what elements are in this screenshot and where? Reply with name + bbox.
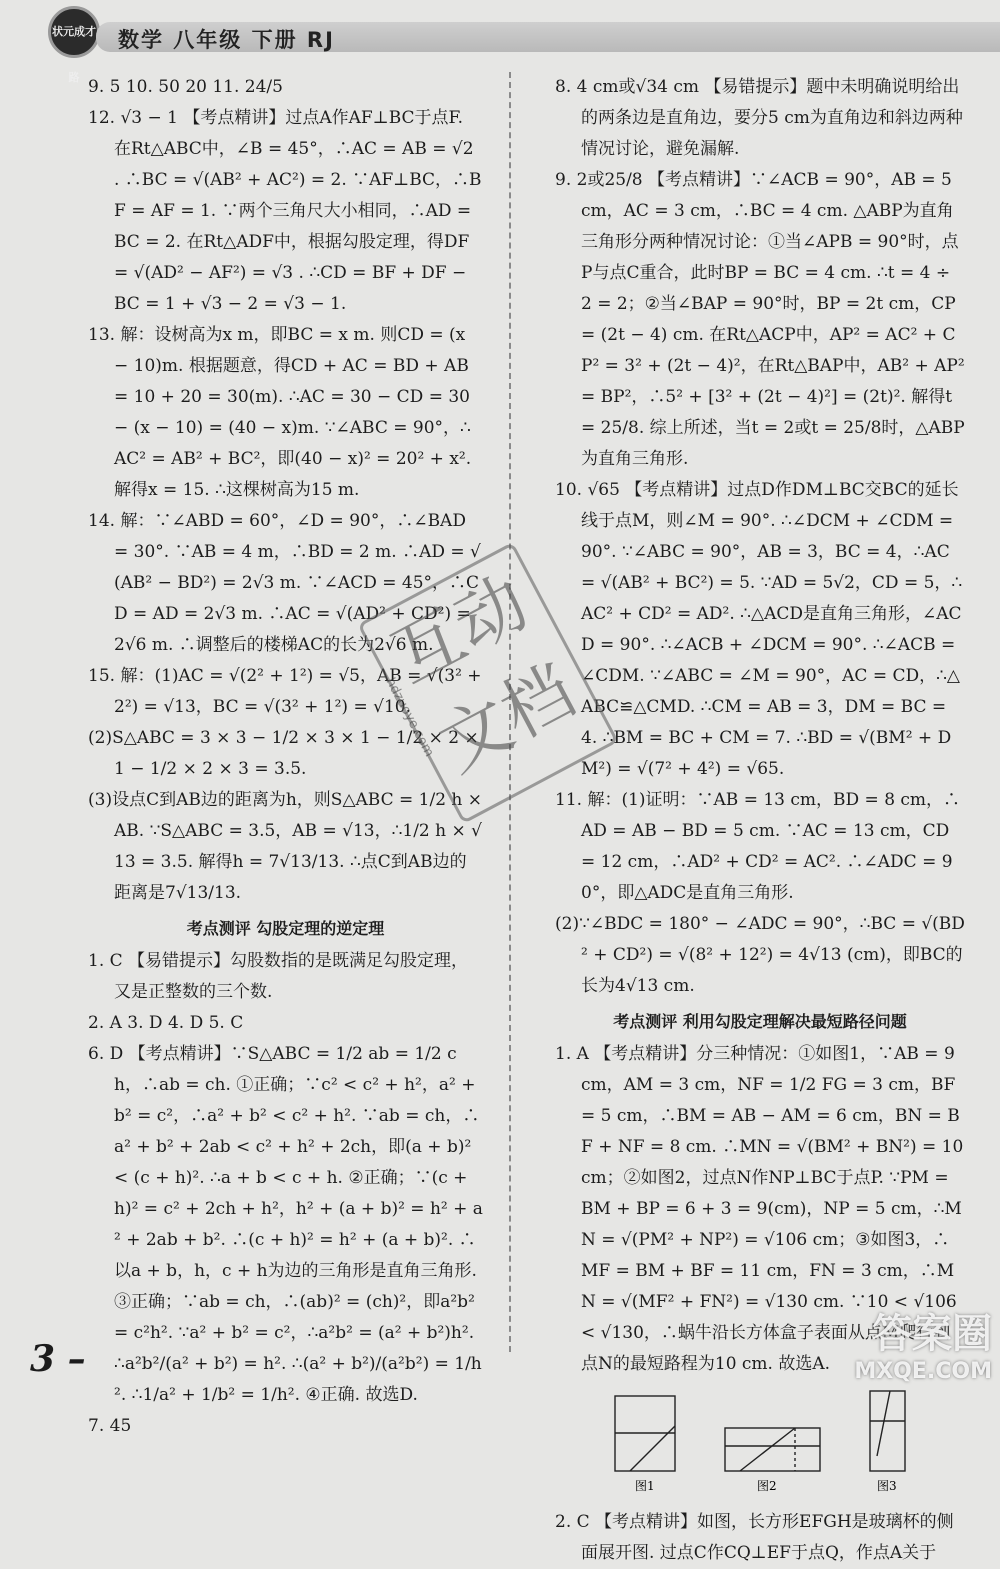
figure-2-caption: 图2 [757, 1479, 777, 1493]
answer-item: 11. 解：(1)证明：∵AB = 13 cm，BD = 8 cm，∴AD = AB − BD = 5 cm. ∵AC = 13 cm，CD = 12 cm，∴AD² + CD² = AC². ∴∠ADC = 90°，即△ADC是直角三角形. [555, 790, 961, 903]
corner-logo-url: MXQE.COM [854, 1359, 992, 1384]
answer-item: (2)∵∠BDC = 180° − ∠ADC = 90°，∴BC = √(BD² + CD²) = √(8² + 12²) = 4√13 (cm)，即BC的长为4√13 cm. [555, 914, 965, 996]
watermark-text: 互动文档 [378, 560, 588, 788]
figure-3-caption: 图3 [877, 1479, 897, 1493]
answer-item: 15. 解：(1)AC = √(2² + 1²) = √5，AB = √(3² + 2²) = √13，BC = √(3² + 1²) = √10. [88, 666, 482, 717]
answer-item: 10. √65 【考点精讲】过点D作DM⊥BC交BC的延长线于点M，则∠M = 90°. ∴∠DCM + ∠CDM = 90°. ∵∠ABC = 90°，AB = 3，BC = 4，∴AC = √(AB² + BC²) = 5. ∵AD = 5√2，CD = 5，∴AC² + CD² = AD². ∴△ACD是直角三角形，∠ACD = 90°. ∴∠ACB + ∠DCM = 90°. ∴∠ACB = ∠CDM. ∵∠ABC = ∠M = 90°，AC = CD，∴△ABC≌△CMD. ∴CM = AB = 3，DM = BC = 4. ∴BM = BC + CM = 7. ∴BD = √(BM² + DM²) = √(7² + 4²) = √65. [555, 480, 963, 779]
answer-item: 8. 4 cm或√34 cm 【易错提示】题中未明确说明给出的两条边是直角边，要分5 cm为直角边和斜边两种情况讨论，避免漏解. [555, 77, 963, 159]
page-header [0, 0, 1000, 84]
page-number: 3 – [30, 1338, 86, 1380]
figure-2-rect [725, 1428, 820, 1471]
answer-item: 9. 2或25/8 【考点精讲】∵∠ACB = 90°，AB = 5 cm，AC = 3 cm，∴BC = 4 cm. △ABP为直角三角形分两种情况讨论：①当∠APB = 90°时，点P与点C重合，此时BP = BC = 4 cm. ∴t = 4 ÷ 2 = 2；②当∠BAP = 90°时，BP = 2t cm，CP = (2t − 4) cm. 在Rt△ACP中，AP² = AC² + CP² = 3² + (2t − 4)²，在Rt△BAP中，AB² + AP² = BP²，∴5² + [3² + (2t − 4)²] = (2t)². 解得t = 25/8. 综上所述，当t = 2或t = 25/8时，△ABP为直角三角形. [555, 170, 965, 469]
answer-item: 2. C 【考点精讲】如图，长方形EFGH是玻璃杯的侧面展开图. 过点C作CQ⊥EF于点Q，作点A关于 [555, 1512, 954, 1563]
answer-item: 9. 5 10. 50 20 11. 24/5 [88, 77, 283, 97]
page-title: 数学 八年级 下册 RJ [118, 28, 335, 52]
answer-item: 6. D 【考点精讲】∵S△ABC = 1/2 ab = 1/2 ch，∴ab = ch. ①正确；∵c² < c² + h²，a² + b² = c²，∴a² + b² < c² + h². ∵ab = ch，∴a² + b² + 2ab < c² + h² + 2ch，即(a + b)² < (c + h)². ∴a + b < c + h. ②正确；∵(c + h)² = c² + 2ch + h²，h² + (a + b)² = h² + a² + 2ab + b². ∴(c + h)² = h² + (a + b)². ∴以a + b，h，c + h为边的三角形是直角三角形. ③正确；∵ab = ch，∴(ab)² = (ch)²，即a²b² = c²h². ∵a² + b² = c²，∴a²b² = (a² + b²)h². ∴a²b²/(a² + b²) = h². ∴(a² + b²)/(a²b²) = 1/h². ∴1/a² + 1/b² = 1/h². ④正确. 故选D. [88, 1044, 483, 1405]
answer-item: 1. A 【考点精讲】分三种情况：①如图1，∵AB = 9 cm，AM = 3 cm，NF = 1/2 FG = 3 cm，BF = 5 cm，∴BM = AB − AM = 6 cm，BN = BF + NF = 8 cm. ∴MN = √(BM² + BN²) = 10 cm；②如图2，过点N作NP⊥BC于点P. ∵PM = BM + BP = 6 + 3 = 9(cm)，NP = 5 cm，∴MN = √(PM² + NP²) = √106 cm；③如图3，∴MF = BM + BF = 11 cm，FN = 3 cm，∴MN = √(MF² + FN²) = √130 cm. ∵10 < √106 < √130，∴蜗牛沿长方体盒子表面从点M爬行到点N的最短路程为10 cm. 故选A. [555, 1044, 964, 1374]
publisher-logo: 状元成才路 [48, 6, 100, 58]
figure-2-path [740, 1428, 795, 1471]
corner-logo [842, 1309, 992, 1387]
answer-item: 2. A 3. D 4. D 5. C [88, 1013, 244, 1033]
answer-item: 7. 45 [88, 1416, 132, 1436]
corner-logo-title: 答案圈 [872, 1311, 992, 1357]
answer-item: 13. 解：设树高为x m，即BC = x m. 则CD = (x − 10)m. 根据题意，得CD + AC = BD + AB = 10 + 20 = 30(m). ∴AC = 30 − CD = 30 − (x − 10) = (40 − x)m. ∵∠ABC = 90°，∴AC² = AB² + BC²，即(40 − x)² = 20² + x². 解得x = 15. ∴这棵树高为15 m. [88, 325, 472, 500]
answer-item: 12. √3 − 1 【考点精讲】过点A作AF⊥BC于点F. 在Rt△ABC中，∠B = 45°，∴AC = AB = √2 . ∴BC = √(AB² + AC²) = 2. ∵AF⊥BC，∴BF = AF = 1. ∵两个三角尺大小相同，∴AD = BC = 2. 在Rt△ADF中，根据勾股定理，得DF = √(AD² − AF²) = √3 . ∴CD = BF + DF − BC = 1 + √3 − 2 = √3 − 1. [88, 108, 482, 314]
answer-item: 1. C 【易错提示】勾股数指的是既满足勾股定理，又是正整数的三个数. [88, 951, 469, 1002]
answer-item: (3)设点C到AB边的距离为h，则S△ABC = 1/2 h × AB. ∵S△ABC = 3.5，AB = √13，∴1/2 h × √13 = 3.5. 解得h = 7√13/13. ∴点C到AB边的距离是7√13/13. [88, 790, 483, 903]
figure-diagrams [595, 1386, 935, 1496]
figure-1-caption: 图1 [635, 1479, 655, 1493]
figure-3-path [877, 1391, 890, 1456]
figures [595, 1386, 965, 1507]
watermark-url: hdzuoye.com [382, 675, 437, 760]
section-title: 考点测评 勾股定理的逆定理 [186, 919, 385, 938]
section-title: 考点测评 利用勾股定理解决最短路径问题 [613, 1012, 907, 1031]
answer-item: 14. 解：∵∠ABD = 60°，∠D = 90°，∴∠BAD = 30°. ∵AB = 4 m，∴BD = 2 m. ∴AD = √(AB² − BD²) = 2√3 m. ∵∠ACD = 45°，∴CD = AD = 2√3 m. ∴AC = √(AD² + CD²) = 2√6 m. ∴调整后的楼梯AC的长为2√6 m. [88, 511, 481, 655]
answer-item: (2)S△ABC = 3 × 3 − 1/2 × 3 × 1 − 1/2 × 2 × 1 − 1/2 × 2 × 3 = 3.5. [88, 728, 479, 779]
